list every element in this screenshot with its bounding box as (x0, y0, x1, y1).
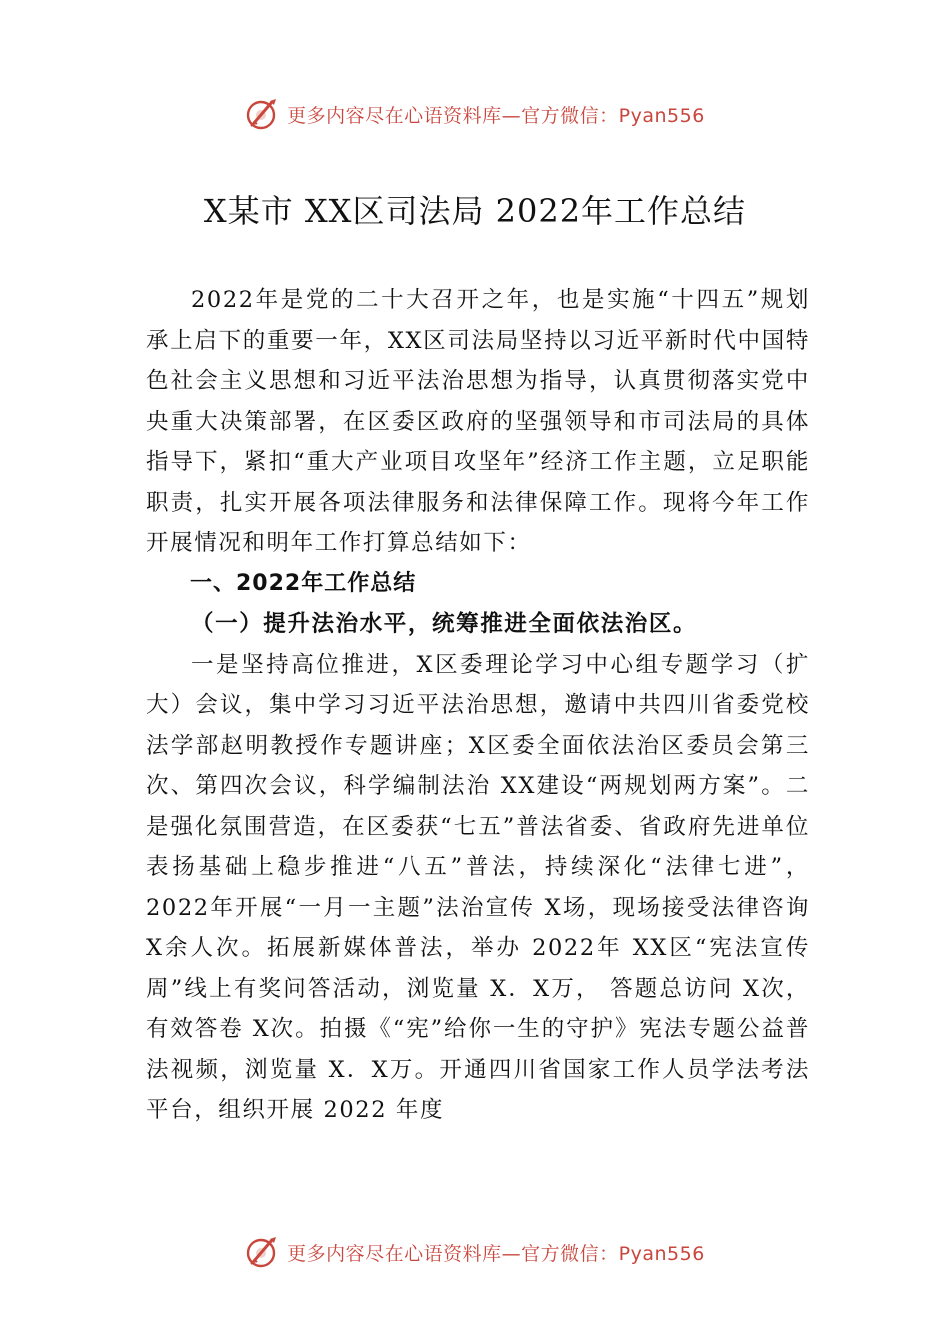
subsection-heading: （一）提升法治水平，统筹推进全面依法治区。 (191, 611, 698, 637)
brush-logo-icon (245, 96, 281, 132)
footer-wechat-id: Pyan556 (618, 1242, 705, 1265)
brush-logo-icon (245, 1234, 281, 1270)
header-wechat-id: Pyan556 (618, 104, 705, 127)
section-heading: 一、2022年工作总结 (190, 570, 417, 596)
footer-banner-text: 更多内容尽在心语资料库—官方微信：Pyan556 (287, 1242, 705, 1265)
header-banner-text: 更多内容尽在心语资料库—官方微信：Pyan556 (287, 104, 705, 127)
body-paragraph: 一是坚持高位推进，X区委理论学习中心组专题学习（扩大）会议，集中学习习近平法治思想，邀请中共四川省委党校法学部赵明教授作专题讲座；X区委全面依法治区委员会第三次、第四次会议，科学编制法治 XX建设“两规划两方案”。二是强化氛围营造，在区委获“七五”普法省委、省政府先进单位表扬基础上稳步推进“八五”普法，持续深化“法律七进”，2022年开展“一月一主题”法治宣传 X场，现场接受法律咨询 X余人次。拓展新媒体普法，举办 2022年 XX区“宪法宣传周”线上有奖问答活动，浏览量 X．X万， 答题总访问 X次，有效答卷 X次。拍摄《“宪”给你一生的守护》宪法专题公益普法视频，浏览量 X．X万。开通四川省国家工作人员学法考法平台，组织开展 2022 年度 (146, 651, 810, 1123)
document-title: X某市 XX区司法局 2022年工作总结 (203, 192, 747, 230)
footer-banner (0, 1232, 950, 1272)
header-banner (0, 94, 950, 134)
document-body (146, 280, 810, 1131)
intro-paragraph: 2022年是党的二十大召开之年，也是实施“十四五”规划承上启下的重要一年，XX区司法局坚持以习近平新时代中国特色社会主义思想和习近平法治思想为指导，认真贯彻落实党中央重大决策部署，在区委区政府的坚强领导和市司法局的具体指导下，紧扣“重大产业项目攻坚年”经济工作主题，立足职能职责，扎实开展各项法律服务和法律保障工作。现将今年工作开展情况和明年工作打算总结如下： (146, 287, 810, 556)
